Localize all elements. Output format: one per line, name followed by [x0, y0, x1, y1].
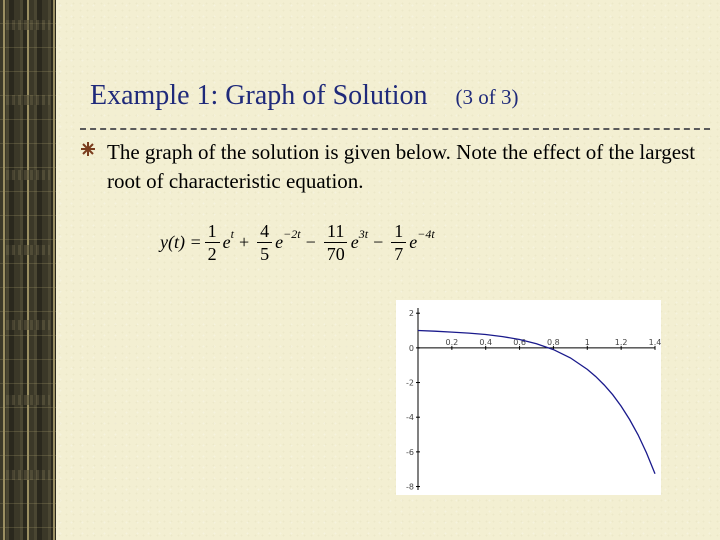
strip-ornament — [6, 395, 50, 405]
slide-title — [90, 80, 519, 112]
x-tick-label: 0.6 — [513, 337, 526, 347]
x-tick-label: 1.4 — [648, 337, 661, 347]
exponential-base: e — [409, 231, 418, 252]
exponent: −2t — [283, 226, 301, 241]
equation-fraction — [324, 220, 348, 265]
x-tick-label: 0.2 — [445, 337, 459, 347]
equation-fraction — [205, 220, 220, 265]
solution-plot — [396, 300, 661, 495]
fraction-numerator: 1 — [391, 220, 406, 243]
fraction-numerator: 4 — [257, 220, 272, 243]
bullet-icon — [81, 142, 95, 156]
fraction-denominator: 7 — [394, 243, 404, 264]
y-tick-label: -6 — [406, 447, 414, 457]
strip-ornament — [6, 320, 50, 330]
body-paragraph: The graph of the solution is given below. Note the effect of the largest root of characteristic equation. — [107, 140, 696, 193]
fraction-denominator: 2 — [207, 243, 217, 264]
equation-operator: − — [373, 231, 384, 252]
strip-ornament — [6, 470, 50, 480]
solution-equation — [160, 217, 435, 267]
slide-title-text: Example 1: Graph of Solution — [90, 80, 428, 111]
solution-graph — [396, 300, 661, 495]
slide-title-suffix: (3 of 3) — [455, 85, 519, 109]
exponential-base: e — [275, 231, 284, 252]
title-divider — [80, 128, 710, 130]
strip-ornament — [6, 95, 50, 105]
left-decorative-strip — [0, 0, 56, 540]
x-tick-label: 1 — [584, 337, 590, 347]
exponent: −4t — [417, 226, 435, 241]
y-tick-label: -4 — [406, 413, 414, 423]
equation-fraction — [391, 220, 406, 265]
strip-ornament — [6, 245, 50, 255]
equation-terms — [202, 220, 435, 265]
y-tick-label: -8 — [406, 482, 414, 492]
x-tick-label: 0.4 — [479, 337, 493, 347]
equation-operator: − — [305, 231, 316, 252]
equation-fraction — [257, 220, 272, 265]
fraction-denominator: 5 — [260, 243, 270, 264]
exponential-base: e — [350, 231, 359, 252]
fraction-denominator: 70 — [326, 243, 345, 264]
strip-ornament — [6, 20, 50, 30]
strip-ornament — [6, 170, 50, 180]
equation-lhs: y(t) = — [160, 231, 202, 252]
fraction-numerator: 11 — [324, 220, 347, 243]
x-tick-label: 0.8 — [547, 337, 560, 347]
exponential-base: e — [222, 231, 231, 252]
fraction-numerator: 1 — [205, 220, 220, 243]
equation-operator: + — [238, 231, 250, 252]
x-tick-label: 1.2 — [614, 337, 628, 347]
y-tick-label: 0 — [408, 343, 414, 353]
solution-curve — [418, 331, 655, 474]
y-tick-label: -2 — [406, 378, 414, 388]
exponent: t — [230, 226, 234, 241]
y-tick-label: 2 — [408, 309, 414, 319]
exponent: 3t — [358, 226, 369, 241]
